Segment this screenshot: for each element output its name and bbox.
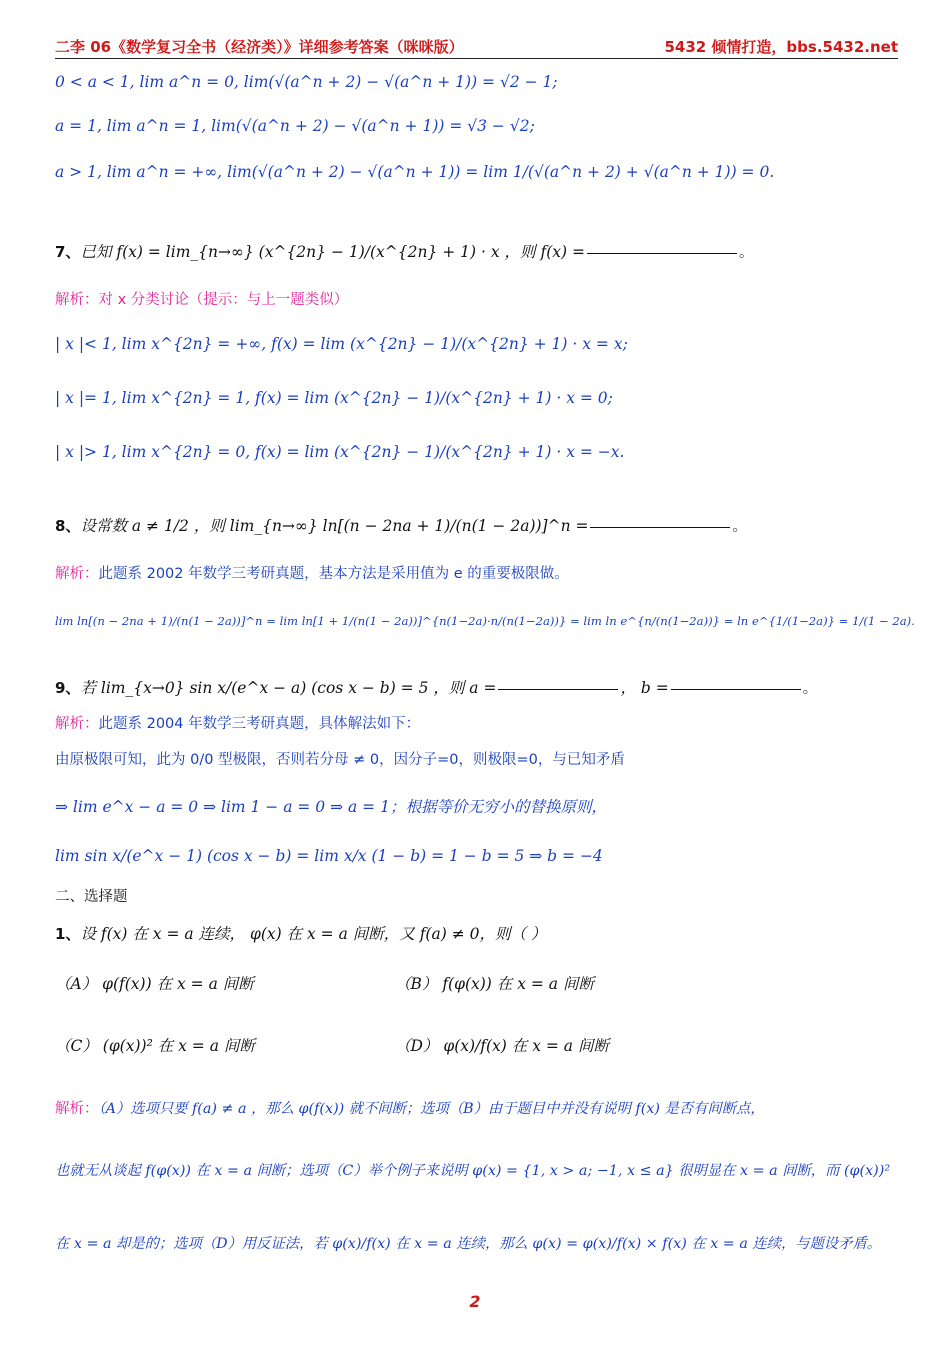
analysis-label: 解析： — [55, 292, 99, 308]
analysis-choice-line-1: 解析：（A）选项只要 f(a) ≠ a ，那么 φ(f(x)) 就不间断；选项（B）由于题目中并没有说明 f(x) 是否有间断点， — [55, 1101, 765, 1117]
question-7: 7、已知 f(x) = lim_{n→∞} (x^{2n} − 1)/(x^{2n} + 1) · x ，则 f(x) = 。 — [55, 243, 754, 261]
solution-case-a-eq-1: a = 1, lim a^n = 1, lim(√(a^n + 2) − √(a^n + 1)) = √3 − √2; — [55, 117, 535, 135]
analysis-label: 解析： — [55, 566, 99, 582]
analysis-text: 此题系 2002 年数学三考研真题，基本方法是采用值为 e 的重要极限做。 — [98, 566, 569, 582]
analysis-label: 解析： — [55, 716, 99, 732]
question-text: 已知 f(x) = lim_{n→∞} (x^{2n} − 1)/(x^{2n} + 1) · x ，则 f(x) = — [80, 243, 585, 261]
analysis-7-heading — [55, 288, 348, 309]
solution-case-a-gt-1: a > 1, lim a^n = +∞, lim(√(a^n + 2) − √(a^n + 1)) = lim 1/(√(a^n + 2) + √(a^n + 1)) = 0. — [55, 163, 775, 181]
answer-blank-a — [498, 688, 618, 690]
section-heading: 二、选择题 — [55, 889, 128, 905]
solution-case-a-lt-1: 0 < a < 1, lim a^n = 0, lim(√(a^n + 2) − √(a^n + 1)) = √2 − 1; — [55, 73, 558, 91]
option-c[interactable]: （C） (φ(x))² 在 x = a 间断 — [55, 1037, 255, 1055]
question-8: 8、设常数 a ≠ 1/2 ，则 lim_{n→∞} ln[(n − 2na + 1)/(n(1 − 2a))]^n = 。 — [55, 517, 747, 535]
question-text: 设 f(x) 在 x = a 连续， φ(x) 在 x = a 间断，又 f(a) ≠ 0，则（ ） — [80, 925, 547, 943]
question-number: 8、 — [55, 517, 81, 535]
analysis-choice-line-2: 也就无从谈起 f(φ(x)) 在 x = a 间断；选项（C）举个例子来说明 φ(x) = {1, x > a; −1, x ≤ a} 很明显在 x = a 间断，而 (φ(x))² — [55, 1163, 891, 1179]
choice-question-1 — [55, 922, 546, 944]
question-9: 9、若 lim_{x→0} sin x/(e^x − a) (cos x − b) = 5 ，则 a = ， b = 。 — [55, 679, 818, 697]
answer-blank — [587, 252, 737, 254]
analysis-7-case-2: | x |= 1, lim x^{2n} = 1, f(x) = lim (x^{2n} − 1)/(x^{2n} + 1) · x = 0; — [55, 389, 613, 407]
header-site: 5432 倾情打造，bbs.5432.net — [664, 38, 898, 56]
analysis-9-heading — [55, 712, 420, 733]
question-number: 7、 — [55, 243, 81, 261]
analysis-label: 解析： — [55, 1101, 99, 1117]
analysis-7-case-3: | x |> 1, lim x^{2n} = 0, f(x) = lim (x^{2n} − 1)/(x^{2n} + 1) · x = −x. — [55, 443, 625, 461]
question-number: 9、 — [55, 679, 81, 697]
header-divider — [55, 58, 898, 59]
option-b[interactable]: （B） f(φ(x)) 在 x = a 间断 — [395, 975, 594, 993]
analysis-8-heading — [55, 562, 569, 583]
analysis-text: 此题系 2004 年数学三考研真题，具体解法如下： — [98, 716, 421, 732]
header-title: 二李 06《数学复习全书（经济类）》详细参考答案（咪咪版） — [55, 38, 464, 56]
answer-blank — [590, 526, 730, 528]
analysis-text: 对 x 分类讨论（提示：与上一题类似） — [98, 292, 349, 308]
option-d[interactable]: （D） φ(x)/f(x) 在 x = a 间断 — [395, 1037, 609, 1055]
analysis-9-line-2: ⇒ lim e^x − a = 0 ⇒ lim 1 − a = 0 ⇒ a = 1；根据等价无穷小的替换原则， — [55, 798, 607, 816]
option-a[interactable]: （A） φ(f(x)) 在 x = a 间断 — [55, 975, 254, 993]
question-number: 1、 — [55, 925, 81, 943]
analysis-choice-line-3: 在 x = a 却是的；选项（D）用反证法，若 φ(x)/f(x) 在 x = a 连续，那么 φ(x) = φ(x)/f(x) × f(x) 在 x = a 连续，与题设矛盾。 — [55, 1236, 882, 1252]
answer-blank-b — [671, 688, 801, 690]
analysis-9-line-1: 由原极限可知，此为 0/0 型极限，否则若分母 ≠ 0，因分子=0，则极限=0，与已知矛盾 — [55, 752, 625, 768]
page-number: 2 — [469, 1292, 481, 1311]
analysis-9-line-3: lim sin x/(e^x − 1) (cos x − b) = lim x/x (1 − b) = 1 − b = 5 ⇒ b = −4 — [55, 847, 603, 865]
question-text: 设常数 a ≠ 1/2 ，则 lim_{n→∞} ln[(n − 2na + 1)/(n(1 − 2a))]^n = — [80, 517, 589, 535]
question-text: 若 lim_{x→0} sin x/(e^x − a) (cos x − b) = 5 ，则 a = — [80, 679, 497, 697]
analysis-8-formula: lim ln[(n − 2na + 1)/(n(1 − 2a))]^n = lim ln[1 + 1/(n(1 − 2a))]^{n(1−2a)·n/(n(1−2a))} = lim ln e^{n/(n(1−2a))} = ln e^{1/(1−2a)} = 1/(1 − 2a). — [55, 614, 915, 628]
analysis-7-case-1: | x |< 1, lim x^{2n} = +∞, f(x) = lim (x^{2n} − 1)/(x^{2n} + 1) · x = x; — [55, 335, 628, 353]
